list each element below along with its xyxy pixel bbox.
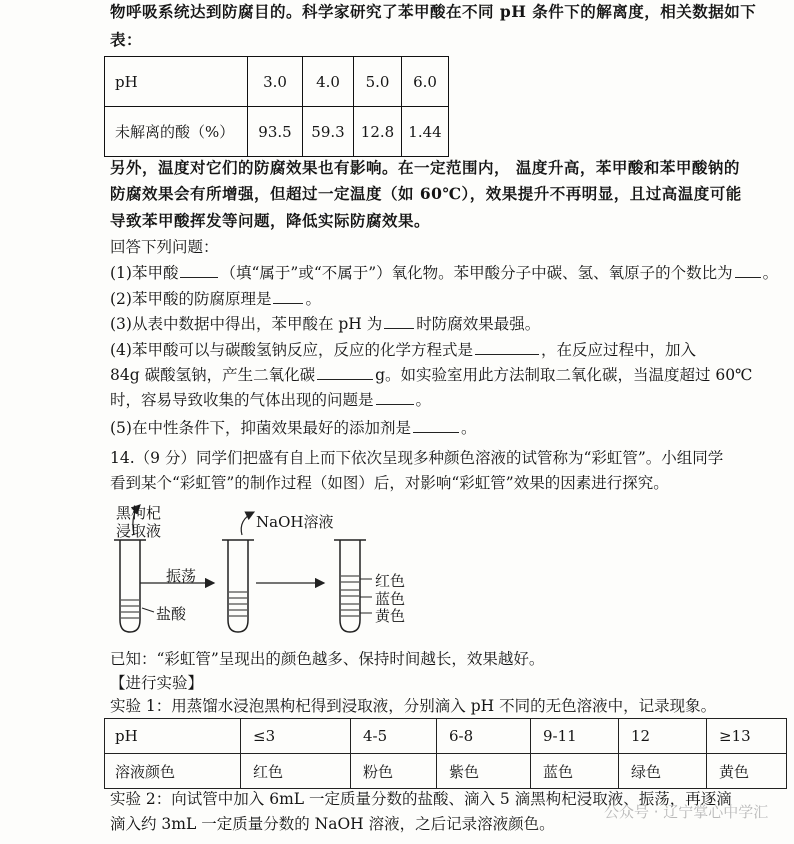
intro-line-2: 表：	[110, 30, 143, 49]
table-header-cell: pH	[105, 57, 248, 107]
q13-part-3: (3)从表中数据中得出，苯甲酸在 pH 为 时防腐效果最强。	[110, 315, 541, 333]
table-cell: 12.8	[354, 107, 402, 157]
experiment-2-line-2: 滴入约 3mL 一定质量分数的 NaOH 溶液，之后记录溶液颜色。	[110, 815, 555, 833]
ph-color-table	[104, 718, 787, 789]
test-tube-2	[222, 540, 254, 632]
hcl-leader-line	[142, 608, 154, 612]
q13-part-4-line-3: 时，容易导致收集的气体出现的问题是 。	[110, 391, 432, 409]
q14-line-1: 14.（9 分）同学们把盛有自上而下依次呈现多种颜色溶液的试管称为“彩虹管”。小组同学	[110, 449, 724, 467]
table-cell: 4-5	[351, 719, 437, 754]
table-cell: 蓝色	[531, 754, 619, 789]
table-header-cell: 溶液颜色	[105, 754, 241, 789]
table-cell: ≥13	[707, 719, 787, 754]
table-cell: 93.5	[248, 107, 303, 157]
shake-label: 振荡	[166, 567, 197, 585]
table-cell: 1.44	[402, 107, 449, 157]
color-label-yellow: 黄色	[375, 607, 406, 625]
q13-part-5: (5)在中性条件下，抑菌效果最好的添加剂是 。	[110, 419, 477, 437]
para2-line-1: 另外，温度对它们的防腐效果也有影响。在一定范围内， 温度升高，苯甲酸和苯甲酸钠的	[110, 158, 740, 177]
test-tube-3	[334, 540, 366, 632]
color-label-red: 红色	[375, 572, 406, 590]
known-statement: 已知：“彩虹管”呈现出的颜色越多、保持时间越长，效果越好。	[110, 650, 545, 668]
experiment-2-line-1: 实验 2：向试管中加入 6mL 一定质量分数的盐酸、滴入 5 滴黑枸杞浸取液、振荡，再逐滴	[110, 790, 732, 808]
table-header-cell: 未解离的酸（%）	[105, 107, 248, 157]
para2-line-2: 防腐效果会有所增强，但超过一定温度（如 60℃），效果提升不再明显，且过高温度可能	[110, 184, 742, 203]
q14-line-2: 看到某个“彩虹管”的制作过程（如图）后，对影响“彩虹管”效果的因素进行探究。	[110, 474, 669, 492]
table-cell: 红色	[241, 754, 351, 789]
color-label-blue: 蓝色	[375, 590, 406, 608]
table-cell: 6-8	[437, 719, 531, 754]
q13-part-4-line-1: (4)苯甲酸可以与碳酸氢钠反应，反应的化学方程式是 ，在反应过程中，加入	[110, 341, 696, 359]
table-cell: 绿色	[619, 754, 707, 789]
goji-label-line-1: 黑枸杞	[116, 504, 162, 522]
goji-label-line-2: 浸取液	[116, 522, 162, 540]
q13-part-1: (1)苯甲酸 （填“属于”或“不属于”）氧化物。苯甲酸分子中碳、氢、氧原子的个数比为 。	[110, 264, 779, 282]
experiment-heading: 【进行实验】	[110, 674, 204, 692]
q13-part-4-line-2: 84g 碳酸氢钠，产生二氧化碳 g。如实验室用此方法制取二氧化碳，当温度超过 60℃	[110, 366, 753, 384]
hcl-label: 盐酸	[156, 605, 187, 623]
table-cell: 3.0	[248, 57, 303, 107]
dropper-arrow-2	[241, 512, 254, 535]
table-row	[105, 754, 787, 789]
table-row	[105, 719, 787, 754]
table-cell: 6.0	[402, 57, 449, 107]
q13-part-2: (2)苯甲酸的防腐原理是 。	[110, 290, 321, 308]
table-cell: 4.0	[303, 57, 354, 107]
table-cell: 5.0	[354, 57, 402, 107]
para2-line-3: 导致苯甲酸挥发等问题，降低实际防腐效果。	[110, 211, 431, 230]
table-cell: 紫色	[437, 754, 531, 789]
table-cell: 粉色	[351, 754, 437, 789]
experiment-1-text: 实验 1：用蒸馏水浸泡黑枸杞得到浸取液，分别滴入 pH 不同的无色溶液中，记录现象。	[110, 697, 717, 715]
table-cell: ≤3	[241, 719, 351, 754]
q13-heading: 回答下列问题：	[110, 238, 219, 256]
table-header-cell: pH	[105, 719, 241, 754]
test-tube-1	[114, 540, 146, 632]
intro-line-1: 物呼吸系统达到防腐目的。科学家研究了苯甲酸在不同 pH 条件下的解离度，相关数据如下	[110, 2, 757, 21]
watermark: 公众号 · 辽宁掌心中学汇	[604, 803, 769, 821]
table-cell: 12	[619, 719, 707, 754]
naoh-label: NaOH溶液	[256, 513, 334, 531]
table-cell: 黄色	[707, 754, 787, 789]
table-cell: 9-11	[531, 719, 619, 754]
table-cell: 59.3	[303, 107, 354, 157]
